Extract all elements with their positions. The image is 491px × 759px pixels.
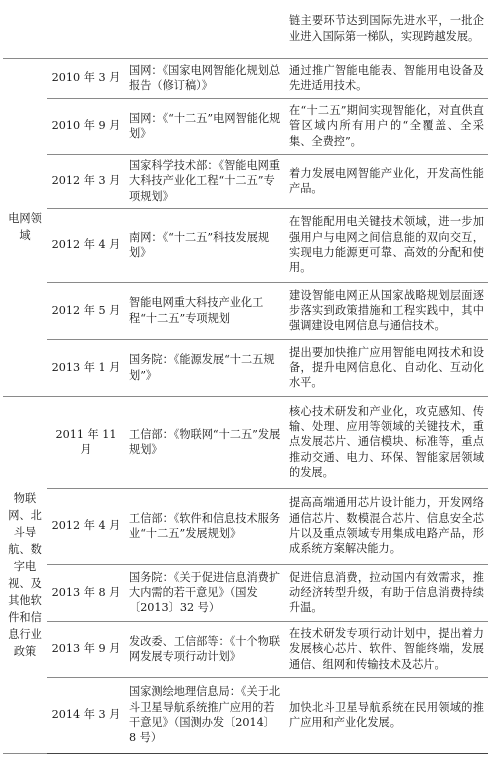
policy-cell: 国网：《“十二五”电网智能化规划》 xyxy=(125,98,285,154)
goal-cell: 在技术研发专项行动计划中，提出着力发展核心芯片、软件、智能终端，发展通信、组网和传输技术及芯片。 xyxy=(285,621,488,677)
goal-cell: 通过推广智能电能表、智能用电设备及先进适用技术。 xyxy=(285,58,488,98)
policy-cell: 南网：《“十二五”科技发展规划》 xyxy=(125,208,285,282)
table-row xyxy=(3,0,488,58)
policy-cell xyxy=(125,0,285,58)
date-cell: 2013 年 9 月 xyxy=(47,621,125,677)
policy-cell: 智能电网重大科技产业化工程“十二五”专项规划 xyxy=(125,282,285,339)
goal-cell: 促进信息消费，拉动国内有效需求，推动经济转型升级，有助于信息消费持续升温。 xyxy=(285,564,488,621)
policy-cell: 工信部：《物联网“十二五”发展规划》 xyxy=(125,396,285,488)
policy-cell: 国网：《国家电网智能化规划总报告（修订稿）》 xyxy=(125,58,285,98)
policy-cell: 工信部：《软件和信息技术服务业“十二五”发展规划》 xyxy=(125,488,285,564)
date-cell: 2012 年 5 月 xyxy=(47,282,125,339)
goal-cell: 在“十二五”期间实现智能化，对直供直管区域内所有用户的“全覆盖、全采集、全费控”。 xyxy=(285,98,488,154)
policy-cell: 国家科学技术部：《智能电网重大科技产业化工程“十二五”专项规划》 xyxy=(125,154,285,208)
goal-cell: 加快北斗卫星导航系统在民用领域的推广应用和产业化发展。 xyxy=(285,677,488,753)
table-row xyxy=(3,282,488,339)
date-cell: 2012 年 4 月 xyxy=(47,488,125,564)
date-cell: 2012 年 4 月 xyxy=(47,208,125,282)
table-row xyxy=(3,396,488,488)
date-cell: 2010 年 3 月 xyxy=(47,58,125,98)
date-cell: 2012 年 3 月 xyxy=(47,154,125,208)
table-row xyxy=(3,208,488,282)
goal-cell: 链主要环节达到国际先进水平，一批企业进入国际第一梯队，实现跨越发展。 xyxy=(285,0,488,58)
goal-cell: 提出要加快推广应用智能电网技术和设备，提升电网信息化、自动化、互动化水平。 xyxy=(285,339,488,396)
goal-cell: 提高高端通用芯片设计能力，开发网络通信芯片、数模混合芯片、信息安全芯片以及重点领域专用集成电路产品，形成系统方案解决能力。 xyxy=(285,488,488,564)
table-row xyxy=(3,154,488,208)
policy-table xyxy=(3,0,488,754)
table-row xyxy=(3,564,488,621)
table-row xyxy=(3,677,488,753)
category-cell xyxy=(3,0,47,58)
date-cell: 2010 年 9 月 xyxy=(47,98,125,154)
policy-cell: 发改委、工信部等：《十个物联网发展专项行动计划》 xyxy=(125,621,285,677)
date-cell xyxy=(47,0,125,58)
goal-cell: 核心技术研发和产业化，攻克感知、传输、处理、应用等领域的关键技术，重点发展芯片、通信模块、标准等，重点推动交通、电力、环保、智能家居领域的发展。 xyxy=(285,396,488,488)
date-cell: 2014 年 3 月 xyxy=(47,677,125,753)
category-cell-iot: 物联网、北斗导航、数字电视、及其他软件和信息行业政策 xyxy=(3,396,47,753)
policy-cell: 国务院：《能源发展“十二五规划”》 xyxy=(125,339,285,396)
date-cell: 2011 年 11 月 xyxy=(47,396,125,488)
policy-cell: 国家测绘地理信息局：《关于北斗卫星导航系统推广应用的若干意见》（国测办发〔2014〕8 号） xyxy=(125,677,285,753)
category-cell-power-grid: 电网领域 xyxy=(3,58,47,396)
table-row xyxy=(3,488,488,564)
goal-cell: 着力发展电网智能产业化，开发高性能产品。 xyxy=(285,154,488,208)
policy-cell: 国务院：《关于促进信息消费扩大内需的若干意见》（国发〔2013〕32 号） xyxy=(125,564,285,621)
goal-cell: 建设智能电网正从国家战略规划层面逐步落实到政策措施和工程实践中，其中强调建设电网信息与通信技术。 xyxy=(285,282,488,339)
table-row xyxy=(3,58,488,98)
date-cell: 2013 年 1 月 xyxy=(47,339,125,396)
table-row xyxy=(3,621,488,677)
table-row xyxy=(3,98,488,154)
goal-cell: 在智能配用电关键技术领域，进一步加强用户与电网之间信息能的双向交互，实现电力能源更可靠、高效的分配和使用。 xyxy=(285,208,488,282)
date-cell: 2013 年 8 月 xyxy=(47,564,125,621)
table-row xyxy=(3,339,488,396)
